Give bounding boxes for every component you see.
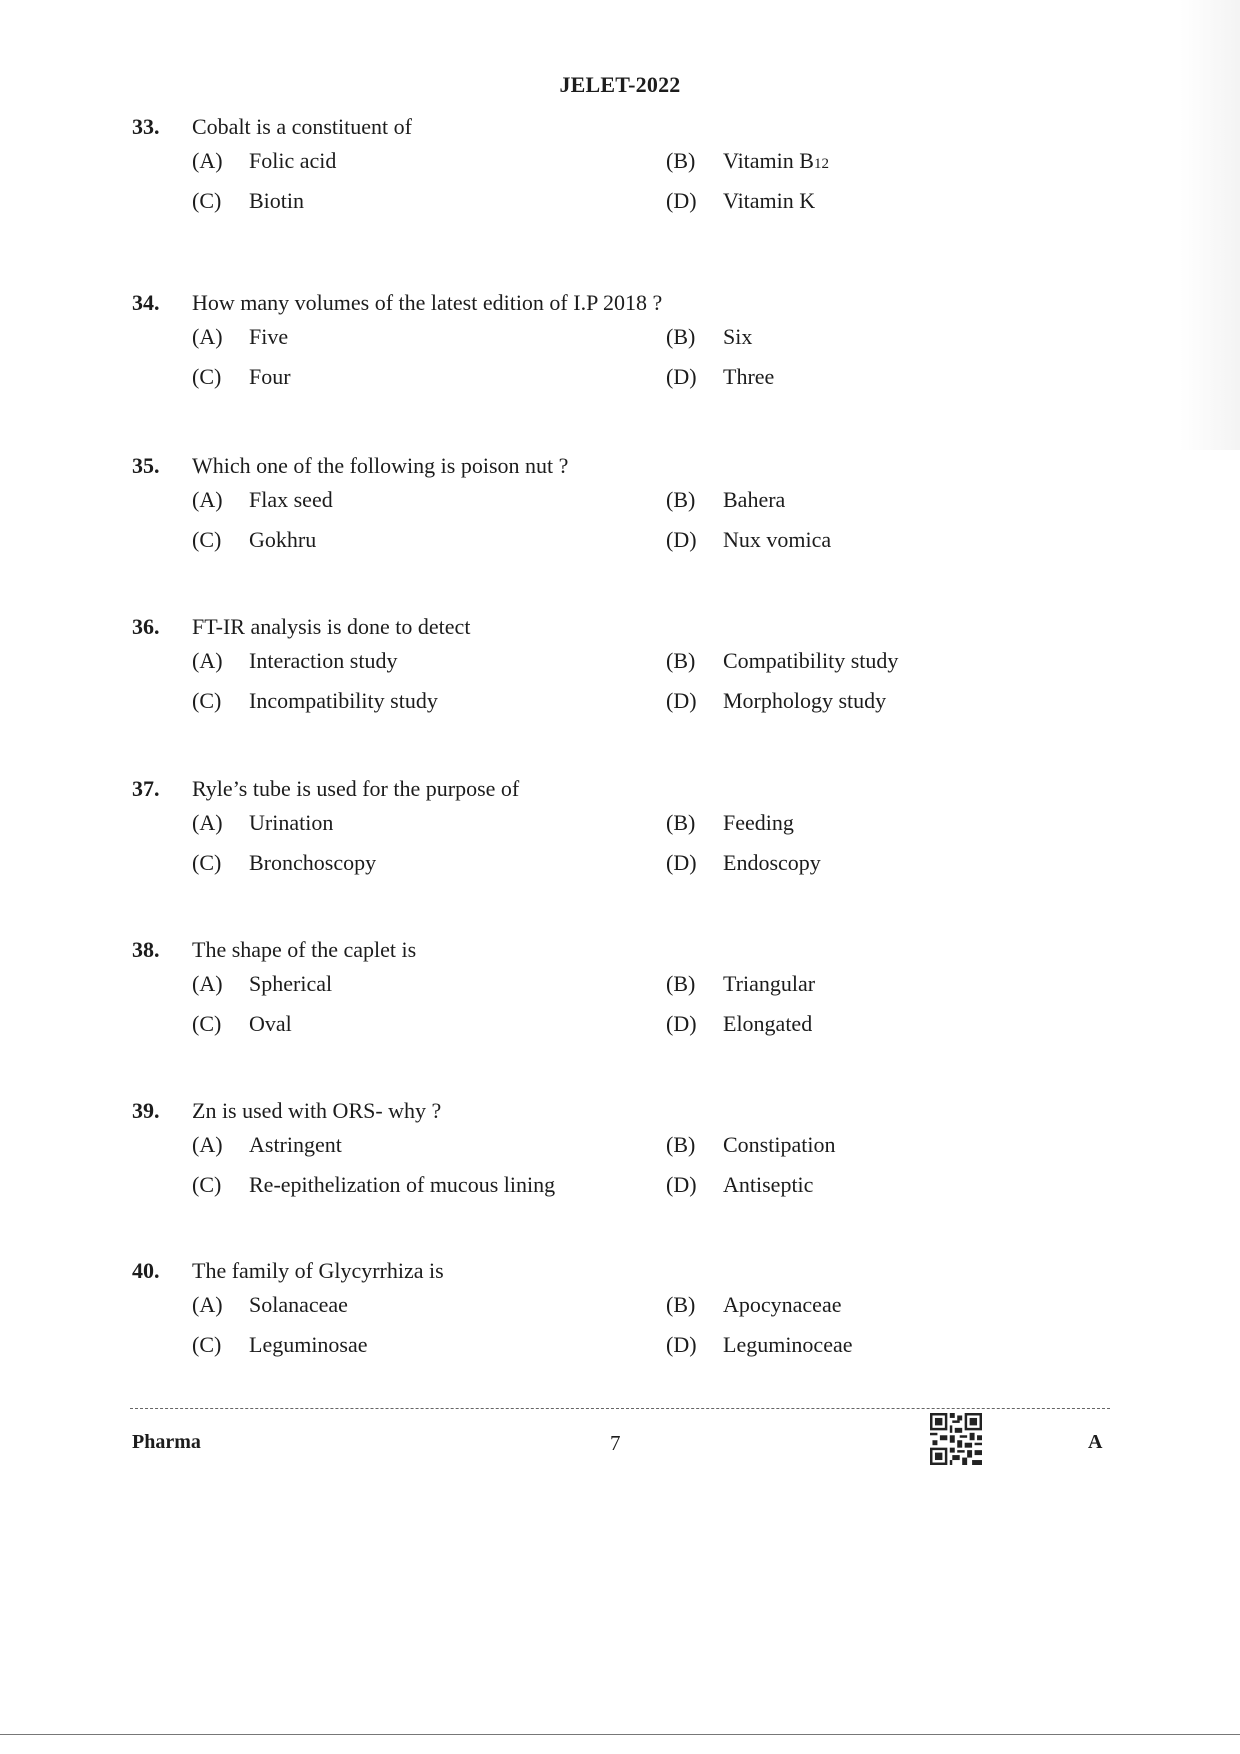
option-text: Oval <box>249 1011 292 1036</box>
option-c <box>192 1332 666 1358</box>
option-label: (A) <box>192 1132 223 1157</box>
option-text: Antiseptic <box>723 1172 814 1197</box>
question-text: Cobalt is a constituent of <box>192 114 412 139</box>
option-label: (C) <box>192 1172 222 1197</box>
option-text: Spherical <box>249 971 333 996</box>
page-number: 7 <box>610 1431 621 1455</box>
option-label: (B) <box>666 487 696 512</box>
option-label: (B) <box>666 1292 696 1317</box>
question-number: 38. <box>132 937 160 962</box>
option-label: (C) <box>192 688 222 713</box>
option-text: Six <box>723 324 753 349</box>
option-label: (D) <box>666 364 697 389</box>
option-a <box>192 324 666 350</box>
option-text: Endoscopy <box>723 850 821 875</box>
option-label: (C) <box>192 364 222 389</box>
option-text: Apocynaceae <box>723 1292 842 1317</box>
option-label: (A) <box>192 324 223 349</box>
page-bottom-edge <box>0 1734 1240 1735</box>
footer-divider <box>130 1408 1110 1409</box>
option-text: Re-epithelization of mucous lining <box>249 1172 556 1197</box>
question-number: 35. <box>132 453 160 478</box>
option-c <box>192 1172 666 1198</box>
option-label: (C) <box>192 527 222 552</box>
option-text: Solanaceae <box>249 1292 348 1317</box>
option-a <box>192 487 666 513</box>
option-d <box>666 188 815 214</box>
option-text: Nux vomica <box>723 527 832 552</box>
option-text: Elongated <box>723 1011 813 1036</box>
question-text: FT-IR analysis is done to detect <box>192 614 471 639</box>
option-c <box>192 688 666 714</box>
option-a <box>192 971 666 997</box>
option-text: Bronchoscopy <box>249 850 377 875</box>
question-number: 33. <box>132 114 160 139</box>
option-text: Vitamin K <box>723 188 816 213</box>
option-d <box>666 364 774 390</box>
option-text: Bahera <box>723 487 786 512</box>
option-text: Interaction study <box>249 648 398 673</box>
question-text: The family of Glycyrrhiza is <box>192 1258 444 1283</box>
option-label: (B) <box>666 324 696 349</box>
option-label: (A) <box>192 1292 223 1317</box>
option-text: Astringent <box>249 1132 342 1157</box>
option-label: (C) <box>192 188 222 213</box>
option-label: (A) <box>192 487 223 512</box>
option-d <box>666 688 886 714</box>
option-c <box>192 188 666 214</box>
option-d <box>666 1172 813 1198</box>
question-number: 39. <box>132 1098 160 1123</box>
option-label: (C) <box>192 1332 222 1357</box>
option-text: Feeding <box>723 810 794 835</box>
option-c <box>192 364 666 390</box>
option-a <box>192 810 666 836</box>
question <box>132 114 992 228</box>
option-label: (D) <box>666 1172 697 1197</box>
option-c <box>192 527 666 553</box>
option-text: Flax seed <box>249 487 333 512</box>
option-b <box>666 148 829 174</box>
option-d <box>666 1332 853 1358</box>
option-b <box>666 324 752 350</box>
option-b <box>666 487 785 513</box>
option-label: (D) <box>666 1011 697 1036</box>
option-a <box>192 1292 666 1318</box>
option-label: (B) <box>666 1132 696 1157</box>
option-text: Triangular <box>723 971 816 996</box>
option-text: Gokhru <box>249 527 317 552</box>
question-number: 34. <box>132 290 160 315</box>
option-b <box>666 648 898 674</box>
question-text: Ryle’s tube is used for the purpose of <box>192 776 520 801</box>
option-d <box>666 527 831 553</box>
option-text: Five <box>249 324 289 349</box>
option-text: Morphology study <box>723 688 887 713</box>
option-label: (B) <box>666 810 696 835</box>
option-text: Leguminoceae <box>723 1332 853 1357</box>
option-label: (D) <box>666 527 697 552</box>
set-code: A <box>1088 1431 1103 1453</box>
question-number: 40. <box>132 1258 160 1283</box>
question <box>132 614 992 728</box>
option-label: (A) <box>192 810 223 835</box>
option-label: (B) <box>666 971 696 996</box>
option-label: (D) <box>666 188 697 213</box>
option-label: (D) <box>666 850 697 875</box>
option-label: (A) <box>192 971 223 996</box>
option-label: (B) <box>666 148 696 173</box>
option-text: Constipation <box>723 1132 836 1157</box>
option-text: Folic acid <box>249 148 337 173</box>
option-c <box>192 1011 666 1037</box>
option-b <box>666 1292 841 1318</box>
option-a <box>192 1132 666 1158</box>
question <box>132 1098 992 1212</box>
question <box>132 453 992 567</box>
option-text: Urination <box>249 810 334 835</box>
question <box>132 1258 992 1372</box>
question <box>132 290 992 404</box>
option-a <box>192 648 666 674</box>
scan-edge-shading <box>1180 0 1240 450</box>
question-text: Which one of the following is poison nut ? <box>192 453 569 478</box>
option-label: (C) <box>192 1011 222 1036</box>
option-text: Vitamin B <box>723 148 814 173</box>
option-b <box>666 810 794 836</box>
question-number: 37. <box>132 776 160 801</box>
option-text: Leguminosae <box>249 1332 368 1357</box>
question <box>132 937 992 1051</box>
footer-subject: Pharma <box>132 1431 201 1453</box>
option-a <box>192 148 666 174</box>
option-text: Compatibility study <box>723 648 899 673</box>
option-label: (A) <box>192 648 223 673</box>
option-text: Three <box>723 364 775 389</box>
option-b <box>666 1132 835 1158</box>
option-text: Four <box>249 364 291 389</box>
option-label: (A) <box>192 148 223 173</box>
option-label: (D) <box>666 688 697 713</box>
option-label: (B) <box>666 648 696 673</box>
option-d <box>666 1011 812 1037</box>
option-text: Biotin <box>249 188 305 213</box>
option-text: Incompatibility study <box>249 688 438 713</box>
option-label: (D) <box>666 1332 697 1357</box>
option-label: (C) <box>192 850 222 875</box>
question-text: Zn is used with ORS- why ? <box>192 1098 442 1123</box>
option-d <box>666 850 821 876</box>
option-c <box>192 850 666 876</box>
subscript: 12 <box>813 156 829 172</box>
qr-code-icon <box>930 1413 982 1465</box>
option-b <box>666 971 815 997</box>
question-number: 36. <box>132 614 160 639</box>
question-text: How many volumes of the latest edition of I.P 2018 ? <box>192 290 663 315</box>
question <box>132 776 992 890</box>
question-text: The shape of the caplet is <box>192 937 417 962</box>
page-title: JELET-2022 <box>559 72 681 97</box>
